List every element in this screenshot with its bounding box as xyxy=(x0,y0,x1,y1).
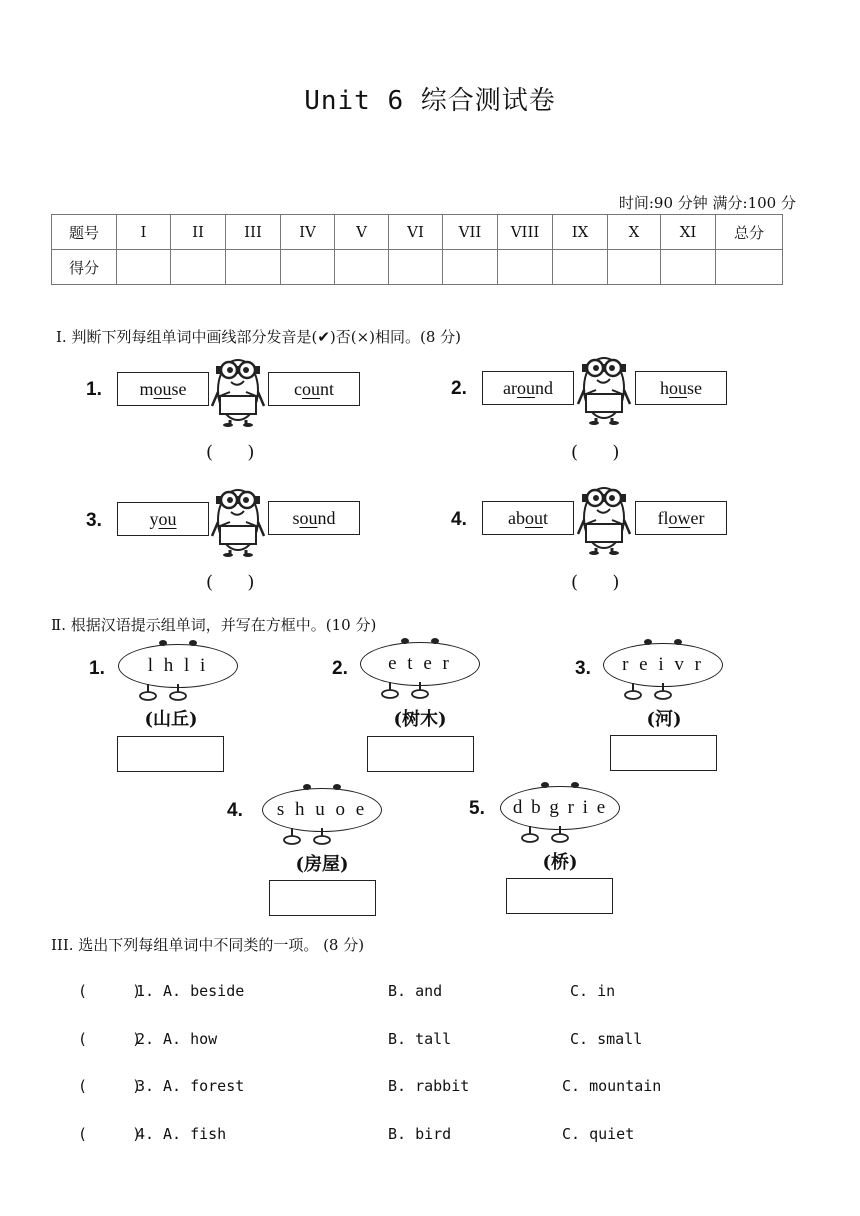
s1-item-1-number: 1. xyxy=(86,379,102,400)
exam-info: 时间:90 分钟 满分:100 分 xyxy=(618,194,796,212)
col-11: XI xyxy=(661,215,716,250)
s2-item-1-number: 1. xyxy=(89,658,105,679)
col-10: X xyxy=(608,215,661,250)
option-a: A. how xyxy=(163,1030,218,1048)
score-table xyxy=(51,214,783,285)
col-7: VII xyxy=(443,215,498,250)
score-cell[interactable] xyxy=(281,250,335,285)
option-b: B. bird xyxy=(388,1125,452,1143)
s2-item-2-answer-box[interactable] xyxy=(367,736,474,772)
col-5: V xyxy=(335,215,389,250)
question-row xyxy=(78,1030,798,1050)
score-cell[interactable] xyxy=(608,250,661,285)
minion-icon xyxy=(576,480,632,556)
answer-paren[interactable]: ( ) xyxy=(78,982,142,1000)
s1-item-3-word-a: y ou xyxy=(117,502,209,536)
section1-heading: Ⅰ. 判断下列每组单词中画线部分发音是(✔)否(×)相同。(8 分) xyxy=(56,328,462,346)
answer-paren[interactable]: ( ) xyxy=(78,1077,142,1095)
s2-item-4-hint: (房屋) xyxy=(295,854,349,875)
option-b: B. tall xyxy=(388,1030,452,1048)
s2-item-4-answer-box[interactable] xyxy=(269,880,376,916)
question-row xyxy=(78,1077,798,1097)
score-cell[interactable] xyxy=(389,250,443,285)
question-row xyxy=(78,982,798,1002)
s2-item-4-letters: s h u o e xyxy=(262,788,382,832)
row-label: 得分 xyxy=(52,250,117,285)
col-8: VIII xyxy=(498,215,553,250)
s1-item-4-word-b: fl ow er xyxy=(635,501,727,535)
s1-item-2-number: 2. xyxy=(451,378,467,399)
s1-item-1-answer[interactable]: ( ) xyxy=(206,442,255,463)
option-b: B. and xyxy=(388,982,443,1000)
s2-item-2-number: 2. xyxy=(332,658,348,679)
col-3: III xyxy=(226,215,281,250)
score-cell[interactable] xyxy=(553,250,608,285)
s2-item-1-answer-box[interactable] xyxy=(117,736,224,772)
feet-icon xyxy=(360,682,450,702)
s2-item-2-letters: e t e r xyxy=(360,642,480,686)
option-c: C. mountain xyxy=(562,1077,662,1095)
s1-item-2-answer[interactable]: ( ) xyxy=(571,442,620,463)
s1-item-2-word-b: h ou se xyxy=(635,371,727,405)
score-cell[interactable] xyxy=(661,250,716,285)
s2-item-4-number: 4. xyxy=(227,800,243,821)
s2-item-2-hint: (树木) xyxy=(393,709,447,730)
score-cell[interactable] xyxy=(716,250,783,285)
minion-icon xyxy=(210,482,266,558)
score-cell[interactable] xyxy=(226,250,281,285)
minion-icon xyxy=(576,350,632,426)
option-c: C. in xyxy=(570,982,616,1000)
feet-icon xyxy=(262,828,352,848)
col-6: VI xyxy=(389,215,443,250)
question-number: 1. xyxy=(136,982,155,1000)
col-2: II xyxy=(171,215,226,250)
s1-item-3-number: 3. xyxy=(86,510,102,531)
header-label: 题号 xyxy=(52,215,117,250)
s1-item-3-word-b: s ou nd xyxy=(268,501,360,535)
question-row xyxy=(78,1125,798,1145)
question-number: 4. xyxy=(136,1125,155,1143)
feet-icon xyxy=(603,683,693,703)
question-number: 3. xyxy=(136,1077,155,1095)
score-cell[interactable] xyxy=(443,250,498,285)
option-a: A. fish xyxy=(163,1125,227,1143)
question-number: 2. xyxy=(136,1030,155,1048)
col-9: IX xyxy=(553,215,608,250)
s1-item-1-word-b: c ou nt xyxy=(268,372,360,406)
s1-item-4-answer[interactable]: ( ) xyxy=(571,572,620,593)
s2-item-1-hint: (山丘) xyxy=(144,709,198,730)
s1-item-2-word-a: ar ou nd xyxy=(482,371,574,405)
s2-item-3-hint: (河) xyxy=(646,709,682,730)
option-b: B. rabbit xyxy=(388,1077,470,1095)
score-cell[interactable] xyxy=(498,250,553,285)
score-cell[interactable] xyxy=(171,250,226,285)
score-table-score-row xyxy=(52,250,783,285)
feet-icon xyxy=(500,826,590,846)
option-a: A. forest xyxy=(163,1077,245,1095)
s2-item-5-number: 5. xyxy=(469,798,485,819)
s2-item-3-letters: r e i v r xyxy=(603,643,723,687)
option-c: C. small xyxy=(570,1030,643,1048)
option-a: A. beside xyxy=(163,982,245,1000)
section3-heading: III. 选出下列每组单词中不同类的一项。 (8 分) xyxy=(51,936,365,954)
col-1: I xyxy=(117,215,171,250)
s2-item-3-number: 3. xyxy=(575,658,591,679)
score-cell[interactable] xyxy=(117,250,171,285)
s2-item-5-hint: (桥) xyxy=(542,852,578,873)
page-title: Unit 6 综合测试卷 xyxy=(304,86,556,116)
answer-paren[interactable]: ( ) xyxy=(78,1030,142,1048)
col-4: IV xyxy=(281,215,335,250)
s1-item-1-word-a: m ou se xyxy=(117,372,209,406)
col-total: 总分 xyxy=(716,215,783,250)
s1-item-3-answer[interactable]: ( ) xyxy=(206,572,255,593)
s2-item-1-letters: l h l i xyxy=(118,644,238,688)
s2-item-5-answer-box[interactable] xyxy=(506,878,613,914)
section2-heading: Ⅱ. 根据汉语提示组单词，并写在方框中。(10 分) xyxy=(51,616,377,634)
s2-item-3-answer-box[interactable] xyxy=(610,735,717,771)
feet-icon xyxy=(118,684,208,704)
option-c: C. quiet xyxy=(562,1125,635,1143)
s1-item-4-word-a: ab ou t xyxy=(482,501,574,535)
answer-paren[interactable]: ( ) xyxy=(78,1125,142,1143)
s1-item-4-number: 4. xyxy=(451,509,467,530)
minion-icon xyxy=(210,352,266,428)
s2-item-5-letters: d b g r i e xyxy=(500,786,620,830)
score-cell[interactable] xyxy=(335,250,389,285)
score-table-header-row xyxy=(52,215,783,250)
